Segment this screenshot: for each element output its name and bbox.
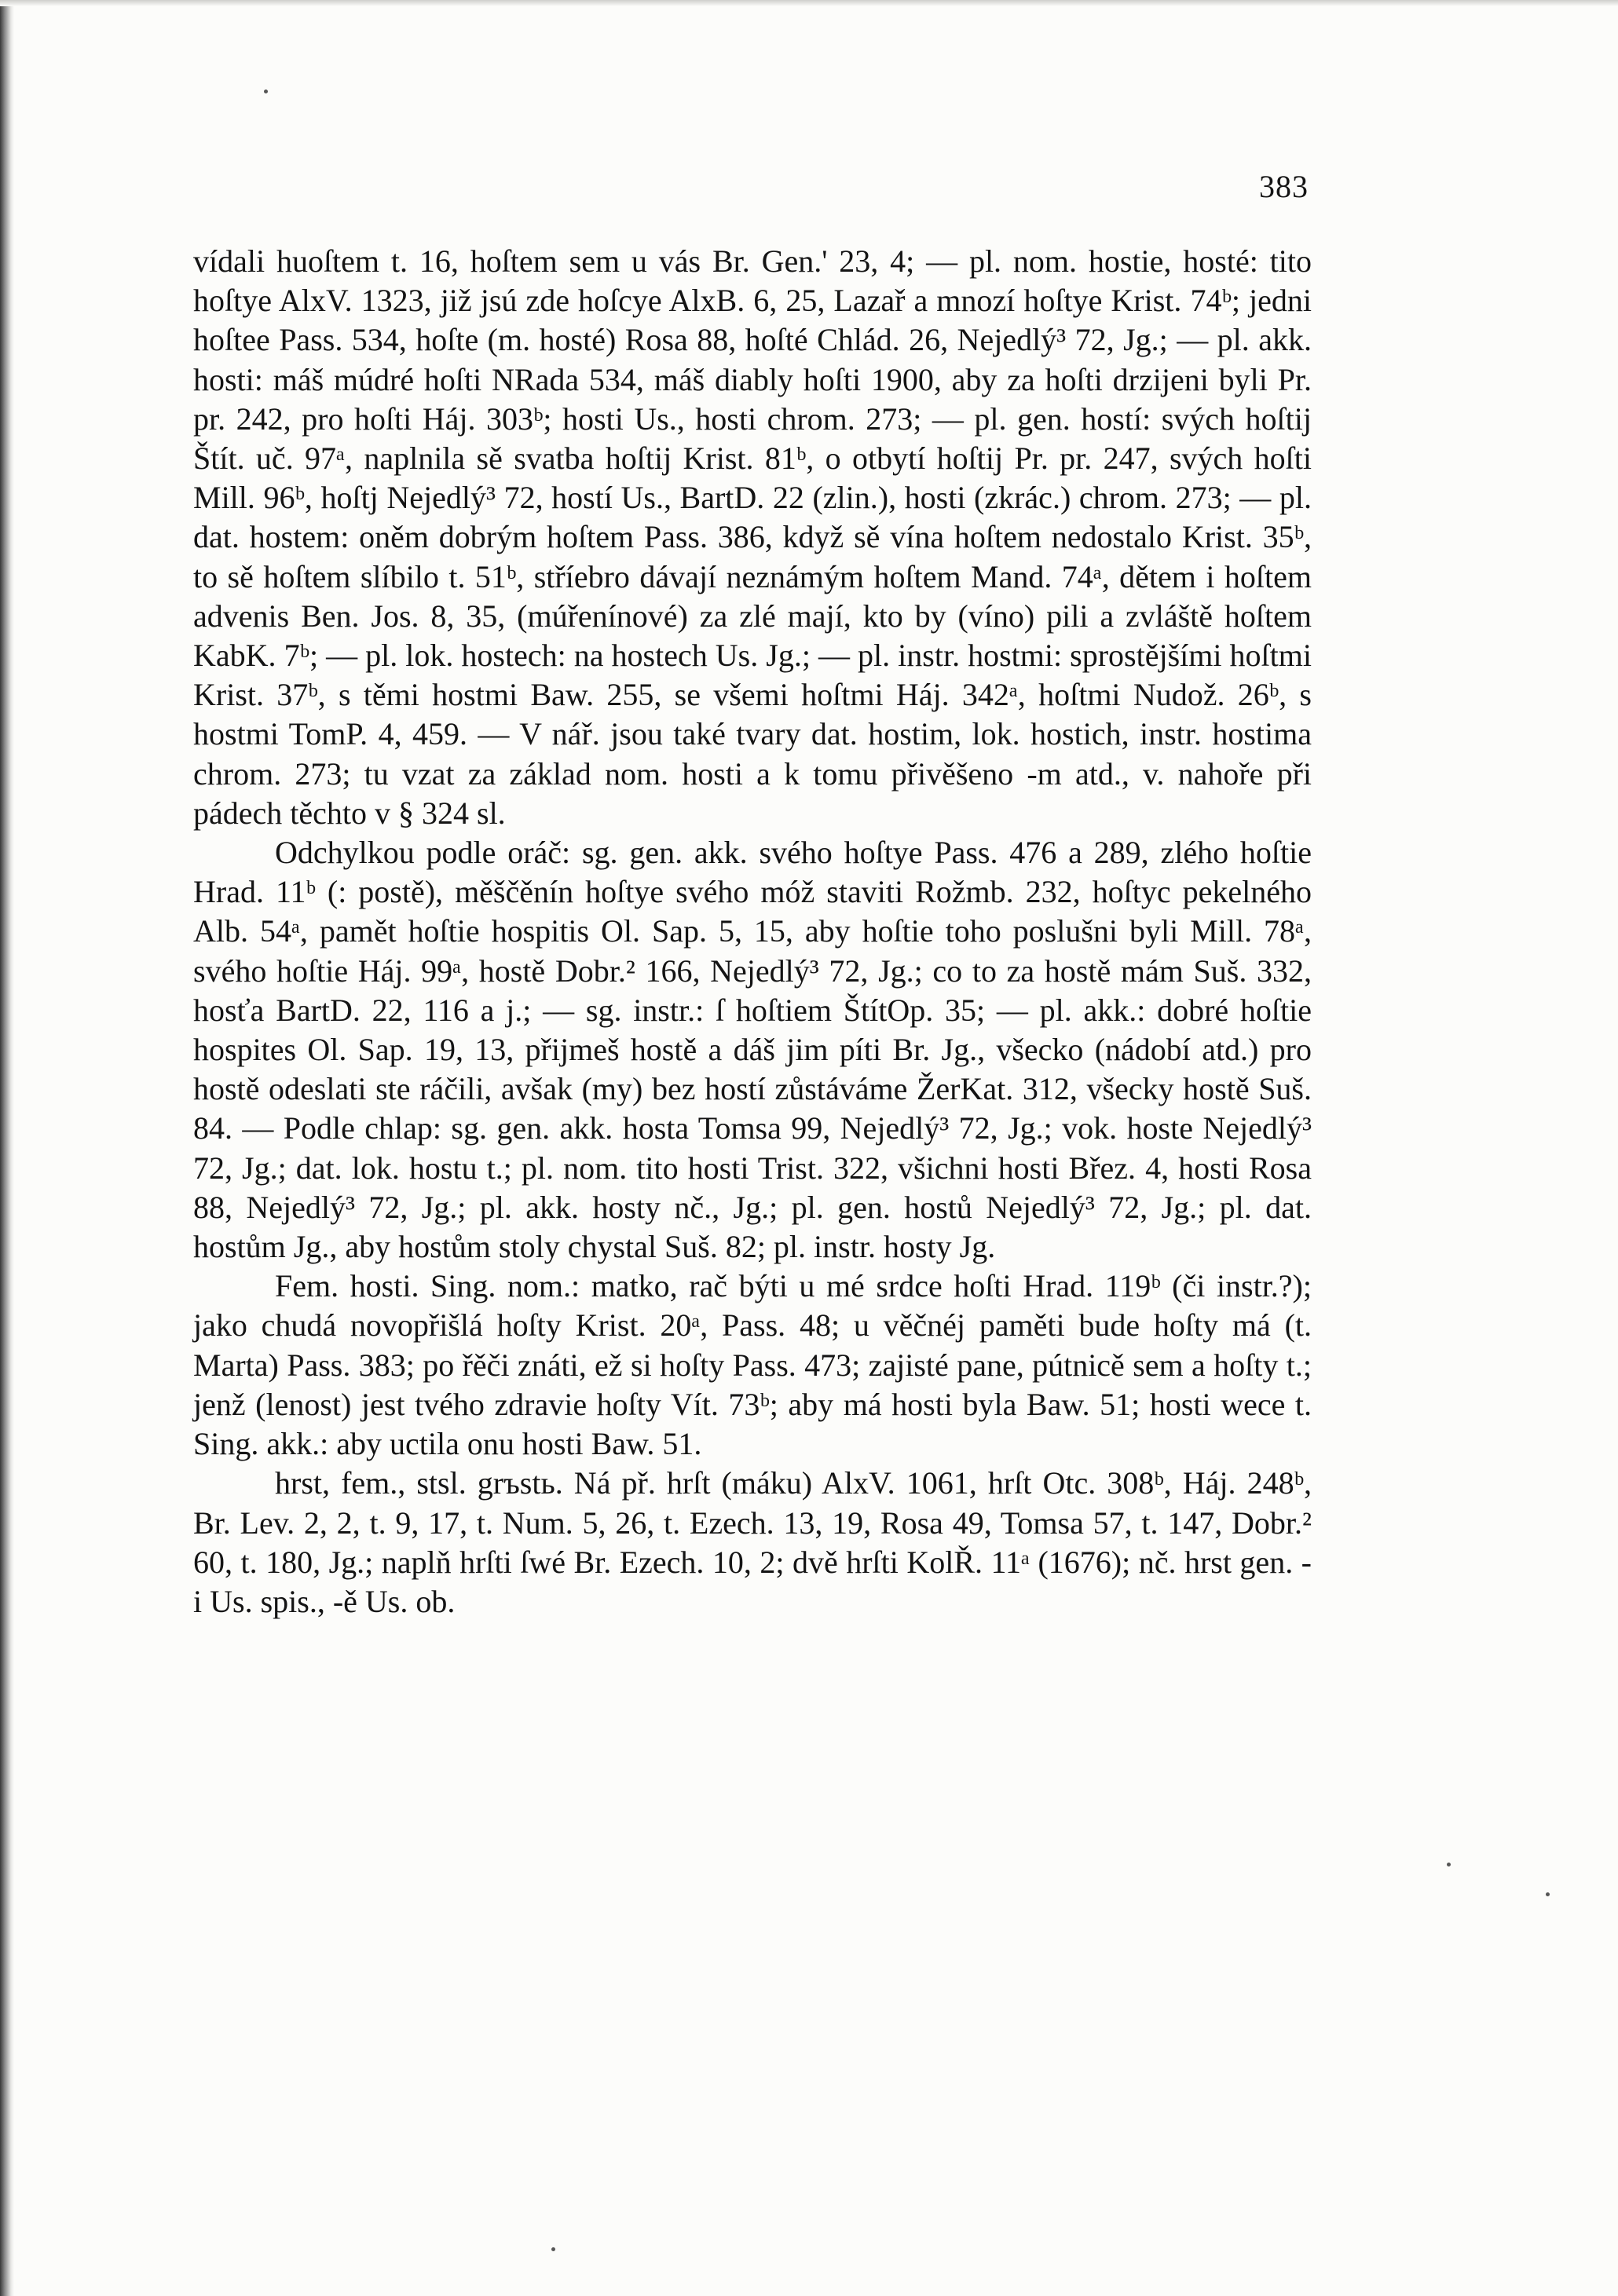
- dust-speck: [551, 2247, 555, 2251]
- paragraph-feminine: Fem. hosti. Sing. nom.: matko, rač býti u mé srdce hoſti Hrad. 119ᵇ (či instr.?); jako chudá novopřišlá hoſty Krist. 20ᵃ, Pass. 48; u věčnéj paměti bude hoſty má (t. Marta) Pass. 383; po řěči znáti, ež si hoſty Pass. 473; zajisté pane, pútnicě sem a hoſty t.; jenž (lenost) jest tvého zdravie hoſty Vít. 73ᵇ; aby má hosti byla Baw. 51; hosti wece t. Sing. akk.: aby uctila onu hosti Baw. 51.: [193, 1268, 1312, 1462]
- main-text: [193, 242, 1312, 1621]
- page-number: 383: [1259, 169, 1309, 204]
- dust-speck: [264, 90, 268, 93]
- top-edge-shadow: [0, 0, 1618, 6]
- dust-speck: [1447, 1863, 1451, 1866]
- paragraph-plural-forms: vídali huoſtem t. 16, hoſtem sem u vás Br. Gen.' 23, 4; — pl. nom. hostie, hosté: tito hoſtye AlxV. 1323, již jsú zde hoſcye AlxB. 6, 25, Lazař a mnozí hoſtye Krist. 74ᵇ; jedni hoſtee Pass. 534, hoſte (m. hosté) Rosa 88, hoſté Chlád. 26, Nejedlý³ 72, Jg.; — pl. akk. hosti: máš múdré hoſti NRada 534, máš diably hoſti 1900, aby za hoſti drzijeni byli Pr. pr. 242, pro hoſti Háj. 303ᵇ; hosti Us., hosti chrom. 273; — pl. gen. hostí: svých hoſtij Štít. uč. 97ᵃ, naplnila sě svatba hoſtij Krist. 81ᵇ, o otbytí hoſtij Pr. pr. 247, svých hoſti Mill. 96ᵇ, hoſtj Nejedlý³ 72, hostí Us., BartD. 22 (zlin.), hosti (zkrác.) chrom. 273; — pl. dat. hostem: oněm dobrým hoſtem Pass. 386, když sě vína hoſtem nedostalo Krist. 35ᵇ, to sě hoſtem slíbilo t. 51ᵇ, stříebro dávají neznámým hoſtem Mand. 74ᵃ, dětem i hoſtem advenis Ben. Jos. 8, 35, (múřenínové) za zlé mají, kto by (víno) pili a zvláště hoſtem KabK. 7ᵇ; — pl. lok. hostech: na hostech Us. Jg.; — pl. instr. hostmi: sprostějšími hoſtmi Krist. 37ᵇ, s těmi hostmi Baw. 255, se všemi hoſtmi Háj. 342ᵃ, hoſtmi Nudož. 26ᵇ, s hostmi TomP. 4, 459. — V nář. jsou také tvary dat. hostim, lok. hostich, instr. hostima chrom. 273; tu vzat za základ nom. hosti a k tomu přivěšeno -m atd., v. nahoře při pádech těchto v § 324 sl.: [193, 243, 1312, 831]
- dust-speck: [1546, 1892, 1550, 1896]
- binding-edge-shadow: [0, 0, 14, 2296]
- paragraph-hrst-entry: hrst, fem., stsl. grъstь. Ná př. hrſt (máku) AlxV. 1061, hrſt Otc. 308ᵇ, Háj. 248ᵇ, Br. Lev. 2, 2, t. 9, 17, t. Num. 5, 26, t. Ezech. 13, 19, Rosa 49, Tomsa 57, t. 147, Dobr.² 60, t. 180, Jg.; naplň hrſti ſwé Br. Ezech. 10, 2; dvě hrſti KolŘ. 11ᵃ (1676); nč. hrst gen. -i Us. spis., -ě Us. ob.: [193, 1465, 1312, 1619]
- paragraph-deviations: Odchylkou podle oráč: sg. gen. akk. svého hoſtye Pass. 476 a 289, zlého hoſtie Hrad. 11ᵇ (: postě), měščěnín hoſtye svého móž staviti Rožmb. 232, hoſtyc pekelného Alb. 54ᵃ, pamět hoſtie hospitis Ol. Sap. 5, 15, aby hoſtie toho poslušni byli Mill. 78ᵃ, svého hoſtie Háj. 99ᵃ, hostě Dobr.² 166, Nejedlý³ 72, Jg.; co to za hostě mám Suš. 332, hosťa BartD. 22, 116 a j.; — sg. instr.: ſ hoſtiem ŠtítOp. 35; — pl. akk.: dobré hoſtie hospites Ol. Sap. 19, 13, přijmeš hostě a dáš jim píti Br. Jg., všecko (nádobí atd.) pro hostě odeslati ste ráčili, avšak (my) bez hostí zůstáváme ŽerKat. 312, všecky hostě Suš. 84. — Podle chlap: sg. gen. akk. hosta Tomsa 99, Nejedlý³ 72, Jg.; vok. hoste Nejedlý³ 72, Jg.; dat. lok. hostu t.; pl. nom. tito hosti Trist. 322, všichni hosti Břez. 4, hosti Rosa 88, Nejedlý³ 72, Jg.; pl. akk. hosty nč., Jg.; pl. gen. hostů Nejedlý³ 72, Jg.; pl. dat. hostům Jg., aby hostům stoly chystal Suš. 82; pl. instr. hosty Jg.: [193, 835, 1312, 1265]
